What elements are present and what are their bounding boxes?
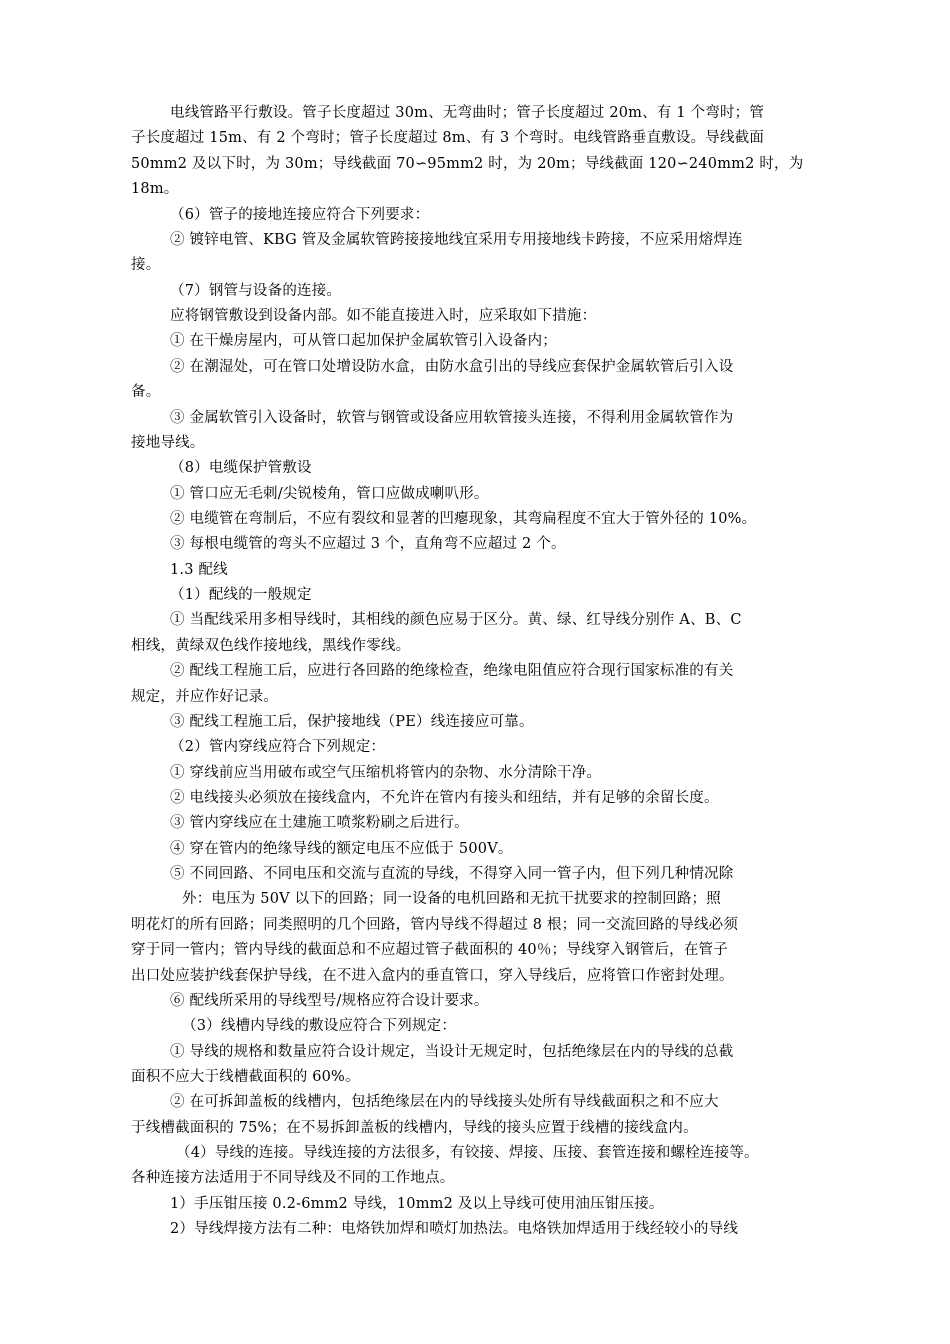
text-line: ③ 每根电缆管的弯头不应超过 3 个，直角弯不应超过 2 个。	[170, 536, 566, 552]
text-line: ② 镀锌电管、KBG 管及金属软管跨接接地线宜采用专用接地线卡跨接，不应采用熔焊连	[170, 232, 743, 248]
text-line: ④ 穿在管内的绝缘导线的额定电压不应低于 500V。	[170, 841, 513, 857]
text-line: 面积不应大于线槽截面积的 60%。	[131, 1069, 360, 1085]
text-line: 电线管路平行敷设。管子长度超过 30m、无弯曲时；管子长度超过 20m、有 1 个弯时；管	[170, 105, 765, 121]
section-heading: （6）管子的接地连接应符合下列要求：	[170, 207, 430, 223]
text-line: ② 配线工程施工后，应进行各回路的绝缘检查，绝缘电阻值应符合现行国家标准的有关	[170, 663, 734, 679]
text-line: 出口处应装护线套保护导线，在不进入盒内的垂直管口，穿入导线后，应将管口作密封处理。	[131, 968, 734, 984]
text-line: ② 电缆管在弯制后，不应有裂纹和显著的凹瘪现象，其弯扁程度不宜大于管外径的 10%。	[170, 511, 757, 527]
section-heading: （7）钢管与设备的连接。	[170, 283, 342, 299]
text-line: 接地导线。	[131, 435, 205, 451]
text-line: ① 导线的规格和数量应符合设计规定，当设计无规定时，包括绝缘层在内的导线的总截	[170, 1044, 734, 1060]
text-line: 明花灯的所有回路；同类照明的几个回路，管内导线不得超过 8 根；同一交流回路的导线必须	[131, 917, 739, 933]
text-line: 18m。	[131, 181, 179, 197]
text-line: 备。	[131, 384, 161, 400]
text-line: 子长度超过 15m、有 2 个弯时；管子长度超过 8m、有 3 个弯时。电线管路垂直敷设。导线截面	[131, 130, 765, 146]
text-line: 应将钢管敷设到设备内部。如不能直接进入时，应采取如下措施：	[170, 308, 597, 324]
text-line: 于线槽截面积的 75%；在不易拆卸盖板的线槽内，导线的接头应置于线槽的接线盒内。	[131, 1120, 698, 1136]
text-line: 规定，并应作好记录。	[131, 689, 278, 705]
text-line: 穿于同一管内；管内导线的截面总和不应超过管子截面积的 40％；导线穿入钢管后，在管子	[131, 942, 728, 958]
text-line: ⑤ 不同回路、不同电压和交流与直流的导线，不得穿入同一管子内，但下列几种情况除	[170, 866, 734, 882]
text-line: 各种连接方法适用于不同导线及不同的工作地点。	[131, 1170, 455, 1186]
section-heading: （3）线槽内导线的敷设应符合下列规定：	[182, 1018, 457, 1034]
text-line: 2）导线焊接方法有二种：电烙铁加焊和喷灯加热法。电烙铁加焊适用于线经较小的导线	[170, 1221, 739, 1237]
text-line: ③ 管内穿线应在土建施工喷浆粉刷之后进行。	[170, 815, 469, 831]
text-line: ① 管口应无毛刺/尖锐棱角，管口应做成喇叭形。	[170, 486, 489, 502]
text-line: ② 在可拆卸盖板的线槽内，包括绝缘层在内的导线接头处所有导线截面积之和不应大	[170, 1094, 719, 1110]
text-line: ② 电线接头必须放在接线盒内，不允许在管内有接头和纽结，并有足够的余留长度。	[170, 790, 719, 806]
text-line: ⑥ 配线所采用的导线型号/规格应符合设计要求。	[170, 993, 489, 1009]
text-line: ③ 金属软管引入设备时，软管与钢管或设备应用软管接头连接，不得利用金属软管作为	[170, 410, 734, 426]
text-line: 接。	[131, 257, 161, 273]
text-line: 外：电压为 50V 以下的回路；同一设备的电机回路和无抗干扰要求的控制回路；照	[182, 891, 721, 907]
section-heading: 1.3 配线	[170, 562, 228, 578]
text-line: ③ 配线工程施工后，保护接地线（PE）线连接应可靠。	[170, 714, 534, 730]
section-heading: （4）导线的连接。导线连接的方法很多，有铰接、焊接、压接、套管连接和螺栓连接等。	[176, 1145, 759, 1161]
text-line: 1）手压钳压接 0.2-6mm2 导线，10mm2 及以上导线可使用油压钳压接。	[170, 1196, 664, 1212]
section-heading: （2）管内穿线应符合下列规定：	[170, 739, 386, 755]
text-line: ① 当配线采用多相导线时，其相线的颜色应易于区分。黄、绿、红导线分别作 A、B、C	[170, 612, 742, 628]
text-line: ② 在潮湿处，可在管口处增设防水盒，由防水盒引出的导线应套保护金属软管后引入设	[170, 359, 734, 375]
text-line: 50mm2 及以下时，为 30m；导线截面 70∽95mm2 时，为 20m；导线截面 120∽240mm2 时，为	[131, 156, 804, 172]
text-line: 相线，黄绿双色线作接地线，黑线作零线。	[131, 638, 411, 654]
section-heading: （1）配线的一般规定	[170, 587, 312, 603]
section-heading: （8）电缆保护管敷设	[170, 460, 312, 476]
text-line: ① 穿线前应当用破布或空气压缩机将管内的杂物、水分清除干净。	[170, 765, 602, 781]
text-line: ① 在干燥房屋内，可从管口起加保护金属软管引入设备内；	[170, 333, 558, 349]
